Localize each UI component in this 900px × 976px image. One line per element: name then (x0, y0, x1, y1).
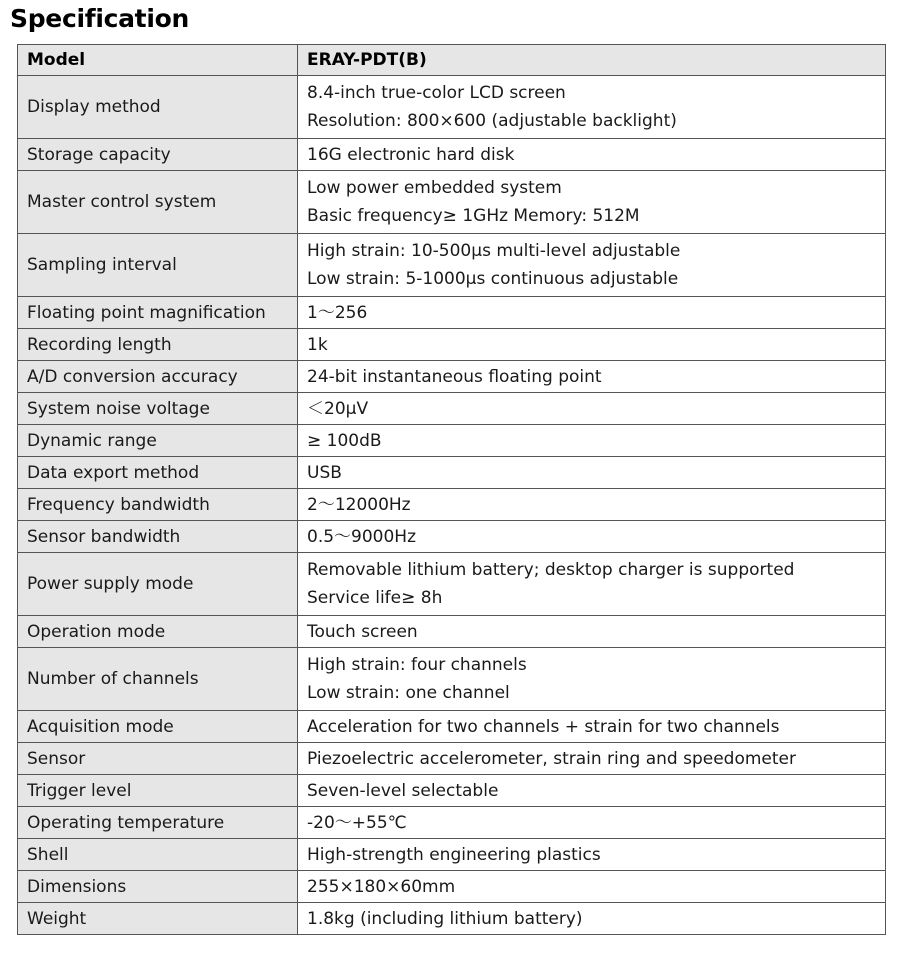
table-row (18, 839, 886, 871)
spec-label-cell: A/D conversion accuracy (18, 361, 298, 393)
spec-label-cell: Display method (18, 76, 298, 139)
spec-label-cell: Floating point magnification (18, 297, 298, 329)
spec-value-cell (298, 903, 886, 935)
spec-label-cell: Operating temperature (18, 807, 298, 839)
spec-label-cell: Dynamic range (18, 425, 298, 457)
spec-label-cell: Recording length (18, 329, 298, 361)
spec-value-cell (298, 711, 886, 743)
spec-value-cell (298, 871, 886, 903)
table-row (18, 361, 886, 393)
spec-value-cell (298, 648, 886, 711)
spec-value-cell (298, 425, 886, 457)
spec-label-cell: Shell (18, 839, 298, 871)
table-row (18, 616, 886, 648)
table-row (18, 521, 886, 553)
spec-value-line: Touch screen (307, 621, 418, 642)
table-row (18, 903, 886, 935)
spec-value-cell (298, 616, 886, 648)
spec-label-cell: Acquisition mode (18, 711, 298, 743)
spec-value-cell (298, 297, 886, 329)
specification-table-body (18, 45, 886, 935)
spec-value-line: Removable lithium battery; desktop charger is supported (307, 560, 795, 580)
spec-value-line: -20～+55℃ (307, 812, 407, 833)
spec-value-cell (298, 489, 886, 521)
spec-value-line: 24-bit instantaneous floating point (307, 366, 602, 387)
spec-value-line: Service life≥ 8h (307, 588, 443, 608)
specification-table (17, 44, 886, 935)
table-row (18, 648, 886, 711)
spec-value-line: 16G electronic hard disk (307, 144, 515, 165)
spec-value-line: High strain: four channels (307, 655, 527, 675)
spec-value-cell (298, 393, 886, 425)
spec-value-cell (298, 171, 886, 234)
spec-value-cell (298, 553, 886, 616)
page-title: Specification (10, 4, 189, 33)
table-row (18, 711, 886, 743)
spec-value-line: 1k (307, 334, 328, 355)
spec-value-line: USB (307, 462, 342, 483)
spec-value-line: Resolution: 800×600 (adjustable backlight) (307, 111, 677, 131)
table-row (18, 329, 886, 361)
spec-label-cell: Dimensions (18, 871, 298, 903)
spec-value-cell (298, 743, 886, 775)
spec-label-cell: Data export method (18, 457, 298, 489)
spec-value-line: Piezoelectric accelerometer, strain ring and speedometer (307, 748, 796, 769)
table-row (18, 171, 886, 234)
spec-value-line: High strain: 10-500μs multi-level adjustable (307, 241, 681, 261)
spec-value-cell (298, 329, 886, 361)
spec-value-line: 2～12000Hz (307, 494, 411, 515)
spec-value-line: ≥ 100dB (307, 430, 382, 451)
spec-label-cell: Number of channels (18, 648, 298, 711)
spec-label-cell: Storage capacity (18, 139, 298, 171)
spec-value-line: High-strength engineering plastics (307, 844, 601, 865)
spec-value-line: Low strain: one channel (307, 683, 510, 703)
spec-value-line: ＜20μV (307, 398, 369, 419)
table-row (18, 457, 886, 489)
spec-value-line: Low power embedded system (307, 178, 562, 198)
spec-label-cell: Weight (18, 903, 298, 935)
spec-value-line: Basic frequency≥ 1GHz Memory: 512M (307, 206, 640, 226)
header-value-cell: ERAY-PDT(B) (298, 45, 886, 76)
spec-value-line: Acceleration for two channels + strain for two channels (307, 716, 780, 737)
spec-value-cell (298, 361, 886, 393)
spec-label-cell: Sensor bandwidth (18, 521, 298, 553)
spec-value-cell (298, 839, 886, 871)
spec-value-cell (298, 521, 886, 553)
table-row (18, 489, 886, 521)
spec-label-cell: Operation mode (18, 616, 298, 648)
spec-value-cell (298, 76, 886, 139)
spec-label-cell: Frequency bandwidth (18, 489, 298, 521)
table-row (18, 234, 886, 297)
spec-value-cell (298, 234, 886, 297)
table-row (18, 775, 886, 807)
table-row (18, 553, 886, 616)
table-row (18, 297, 886, 329)
spec-label-cell: Power supply mode (18, 553, 298, 616)
spec-label-cell: System noise voltage (18, 393, 298, 425)
spec-value-line: 1～256 (307, 302, 368, 323)
table-row (18, 743, 886, 775)
spec-label-cell: Sensor (18, 743, 298, 775)
table-row (18, 425, 886, 457)
spec-value-cell (298, 139, 886, 171)
table-row (18, 139, 886, 171)
spec-value-line: 0.5～9000Hz (307, 526, 417, 547)
spec-label-cell: Master control system (18, 171, 298, 234)
table-row (18, 76, 886, 139)
spec-label-cell: Sampling interval (18, 234, 298, 297)
table-row (18, 871, 886, 903)
spec-value-cell (298, 775, 886, 807)
spec-value-line: 255×180×60mm (307, 876, 456, 897)
table-row (18, 807, 886, 839)
spec-value-cell (298, 457, 886, 489)
table-row (18, 393, 886, 425)
header-label-cell: Model (18, 45, 298, 76)
spec-value-line: 1.8kg (including lithium battery) (307, 908, 583, 929)
spec-value-line: Seven-level selectable (307, 780, 499, 801)
table-header-row (18, 45, 886, 76)
spec-value-line: 8.4-inch true-color LCD screen (307, 83, 566, 103)
spec-value-line: Low strain: 5-1000μs continuous adjustable (307, 269, 679, 289)
spec-value-cell (298, 807, 886, 839)
spec-label-cell: Trigger level (18, 775, 298, 807)
